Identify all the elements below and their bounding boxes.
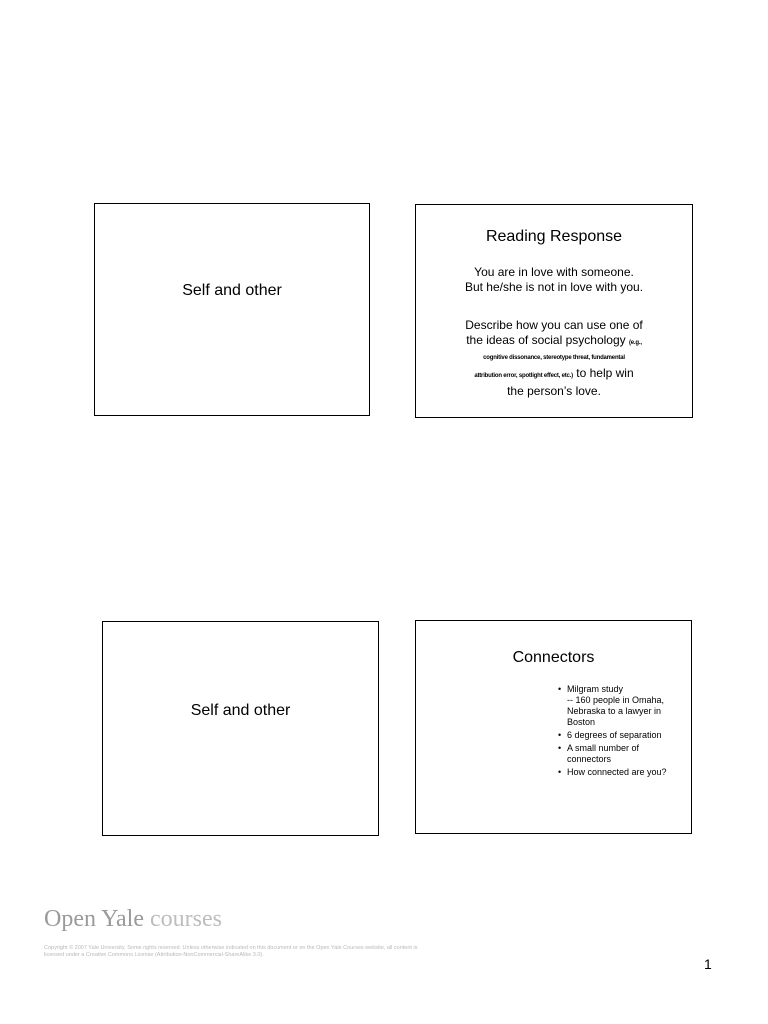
prompt-line: But he/she is not in love with you. xyxy=(464,280,644,294)
bullet-icon: • xyxy=(558,743,562,753)
bullet-text: A small number of connectors xyxy=(567,743,640,764)
slide-heading: Reading Response xyxy=(485,228,623,245)
bullet-text: Milgram study xyxy=(567,684,624,694)
slide-title: Self and other xyxy=(190,702,291,719)
list-item xyxy=(556,684,676,728)
logo-open-yale: Open Yale xyxy=(44,906,144,932)
bullet-list xyxy=(556,684,676,780)
prompt-line: Describe how you can use one of xyxy=(465,318,643,332)
prompt-paragraph-2 xyxy=(426,318,682,399)
bullet-subtext: -- 160 people in Omaha, Nebraska to a lawyer in Boston xyxy=(567,695,665,727)
logo-courses: courses xyxy=(150,906,222,932)
bullet-icon: • xyxy=(558,684,562,694)
example-text: (e.g., xyxy=(628,340,642,346)
slide-title: Self and other xyxy=(182,282,282,299)
prompt-line: the person’s love. xyxy=(507,384,601,398)
bullet-icon: • xyxy=(558,767,562,777)
list-item xyxy=(556,730,676,741)
list-item xyxy=(556,743,676,765)
open-yale-logo xyxy=(44,906,222,933)
slide-reading-response xyxy=(415,204,693,418)
prompt-line xyxy=(426,333,682,351)
page-number: 1 xyxy=(704,956,712,972)
example-text: attribution error, spotlight effect, etc.) xyxy=(474,373,573,379)
example-text: cognitive dissonance, stereotype threat, fundamental xyxy=(483,355,625,361)
slide-self-and-other-1 xyxy=(94,203,370,416)
copyright-notice: Copyright © 2007 Yale University. Some rights reserved. Unless otherwise indicated on this document or on the Open Yale Courses website, all content is licensed under a Creative Commons License (Attribution-NonCommercial-ShareAlike 3.0). xyxy=(44,945,418,958)
bullet-text: 6 degrees of separation xyxy=(567,730,662,740)
list-item xyxy=(556,767,676,778)
slide-heading: Connectors xyxy=(512,649,595,666)
slide-self-and-other-2 xyxy=(102,621,379,836)
bullet-text: How connected are you? xyxy=(567,767,667,777)
bullet-icon: • xyxy=(558,730,562,740)
prompt-line: You are in love with someone. xyxy=(474,265,634,279)
prompt-line xyxy=(426,366,682,384)
prompt-paragraph-1 xyxy=(426,265,682,295)
prompt-text: the ideas of social psychology xyxy=(466,333,626,347)
slide-connectors xyxy=(415,620,692,834)
prompt-text: to help win xyxy=(576,366,634,380)
